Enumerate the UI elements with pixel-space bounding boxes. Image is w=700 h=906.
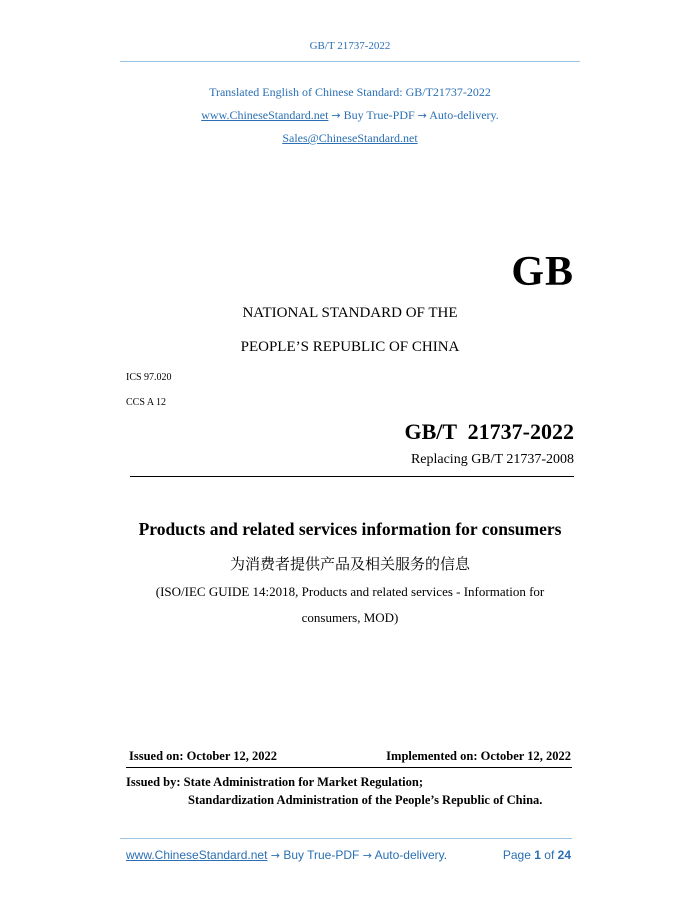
page-total: 24 [557, 848, 571, 862]
footer-rule [120, 838, 572, 839]
title-chinese: 为消费者提供产品及相关服务的信息 [229, 555, 470, 573]
email-line [0, 131, 700, 146]
national-standard-line2: PEOPLE’S REPUBLIC OF CHINA [240, 339, 460, 355]
header-rule [120, 61, 580, 62]
national-standard-line1: NATIONAL STANDARD OF THE [242, 305, 458, 321]
ccs-code: CCS A 12 [126, 397, 167, 408]
running-header: GB/T 21737-2022 [309, 40, 391, 52]
arrow-right-icon: → [270, 849, 280, 862]
title-rule [130, 476, 574, 477]
dates-rule [126, 767, 572, 768]
buy-text: Buy True-PDF [343, 108, 415, 122]
adoption-line2: consumers, MOD) [301, 610, 399, 625]
footer-buy-text: Buy True-PDF [283, 848, 360, 862]
footer-site-link[interactable]: www.ChineseStandard.net [126, 848, 268, 862]
gb-logo: GB [511, 249, 574, 295]
site-link[interactable]: www.ChineseStandard.net [201, 108, 329, 122]
of-word: of [544, 848, 555, 862]
page-word: Page [502, 848, 531, 862]
email-link[interactable]: Sales@ChineseStandard.net [282, 131, 418, 145]
issued-by-line2: Standardization Administration of the People’s Republic of China. [188, 793, 543, 807]
page-number: 1 [534, 848, 541, 862]
issued-on: Issued on: October 12, 2022 [129, 749, 278, 763]
translation-notice: Translated English of Chinese Standard: GB/T21737-2022 [209, 85, 491, 99]
purchase-line [0, 108, 700, 123]
standard-number: GB/T 21737-2022 [404, 419, 574, 444]
footer-purchase-line [126, 848, 447, 862]
replacing-note: Replacing GB/T 21737-2008 [410, 452, 574, 467]
implemented-on: Implemented on: October 12, 2022 [386, 749, 571, 763]
issued-by-line1: Issued by: State Administration for Market Regulation; [126, 775, 423, 789]
arrow-right-icon: → [331, 109, 341, 122]
arrow-right-icon: → [417, 109, 427, 122]
adoption-line1: (ISO/IEC GUIDE 14:2018, Products and related services - Information for [155, 584, 545, 599]
page-indicator [503, 848, 571, 862]
auto-delivery-text: Auto-delivery. [429, 108, 499, 122]
ics-code: ICS 97.020 [126, 372, 172, 383]
title-english: Products and related services information for consumers [138, 519, 562, 539]
footer-auto-text: Auto-delivery. [374, 848, 448, 862]
arrow-right-icon: → [362, 849, 372, 862]
